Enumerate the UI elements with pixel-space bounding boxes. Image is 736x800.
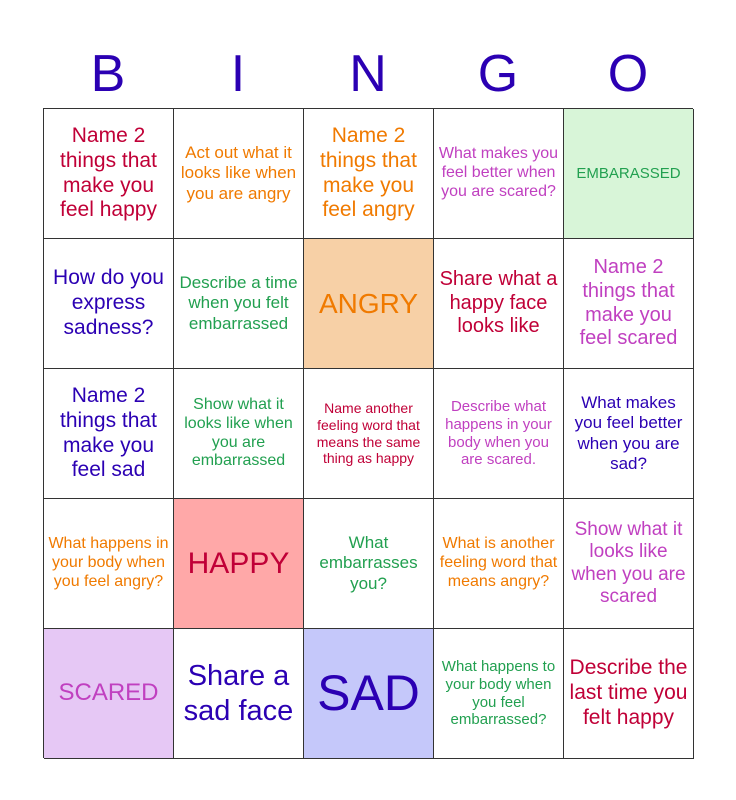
- bingo-cell[interactable]: [564, 629, 694, 759]
- bingo-cell-text: EMBARASSED: [576, 164, 681, 182]
- bingo-cell-text: Describe the last time you felt happy: [569, 656, 688, 729]
- bingo-cell-text: ANGRY: [318, 287, 419, 319]
- bingo-cell[interactable]: [304, 499, 434, 629]
- bingo-board: [43, 108, 693, 758]
- bingo-cell-text: What makes you feel better when you are sad?: [574, 393, 683, 473]
- bingo-cell[interactable]: [44, 629, 174, 759]
- bingo-cell-text: HAPPY: [187, 546, 290, 580]
- header-letter-g: G: [477, 45, 519, 103]
- bingo-cell-text: SAD: [317, 665, 420, 721]
- bingo-cell-text: Act out what it looks like when you are angry: [180, 143, 297, 203]
- bingo-cell[interactable]: [434, 629, 564, 759]
- bingo-cell[interactable]: [564, 369, 694, 499]
- bingo-cell-text: Show what it looks like when you are embarrassed: [184, 395, 293, 470]
- bingo-cell-text: Name 2 things that make you feel sad: [60, 383, 157, 482]
- bingo-cell[interactable]: [564, 239, 694, 369]
- bingo-cell[interactable]: [174, 499, 304, 629]
- bingo-cell-text: What is another feeling word that means angry?: [439, 535, 558, 590]
- header-letter-n: N: [349, 45, 387, 103]
- bingo-cell-text: What happens to your body when you feel embarrassed?: [441, 658, 556, 729]
- bingo-cell[interactable]: [304, 629, 434, 759]
- bingo-cell[interactable]: [44, 239, 174, 369]
- bingo-cell-text: Describe what happens in your body when you are scared.: [445, 398, 552, 469]
- bingo-cell-text: What makes you feel better when you are scared?: [438, 145, 559, 200]
- bingo-cell[interactable]: [434, 369, 564, 499]
- bingo-cell[interactable]: [44, 369, 174, 499]
- bingo-cell[interactable]: [174, 369, 304, 499]
- bingo-cell-text: Show what it looks like when you are scared: [571, 518, 686, 607]
- bingo-cell-text: How do you express sadness?: [53, 266, 164, 339]
- bingo-cell[interactable]: [434, 499, 564, 629]
- bingo-cell-text: Describe a time when you felt embarrassed: [179, 273, 298, 333]
- header-letter-b: B: [90, 45, 126, 103]
- bingo-cell[interactable]: [174, 239, 304, 369]
- bingo-cell-text: Share a sad face: [183, 660, 294, 727]
- bingo-cell-text: Name another feeling word that means the same thing as happy: [316, 400, 421, 467]
- header-letter-o: O: [607, 45, 649, 103]
- bingo-cell[interactable]: [174, 109, 304, 239]
- bingo-cell[interactable]: [434, 239, 564, 369]
- bingo-cell[interactable]: [564, 109, 694, 239]
- bingo-cell-text: What embarrasses you?: [319, 533, 418, 593]
- bingo-cell-text: Share what a happy face looks like: [439, 268, 558, 338]
- header-letter-i: I: [230, 45, 246, 103]
- bingo-cell-text: Name 2 things that make you feel scared: [579, 256, 678, 350]
- bingo-cell[interactable]: [304, 369, 434, 499]
- bingo-cell-text: Name 2 things that make you feel happy: [60, 123, 157, 222]
- bingo-cell-text: SCARED: [58, 679, 159, 707]
- bingo-header: [43, 40, 693, 108]
- bingo-cell[interactable]: [434, 109, 564, 239]
- bingo-cell[interactable]: [44, 499, 174, 629]
- bingo-cell-text: Name 2 things that make you feel angry: [320, 123, 417, 222]
- bingo-cell[interactable]: [174, 629, 304, 759]
- bingo-cell[interactable]: [304, 109, 434, 239]
- bingo-cell[interactable]: [44, 109, 174, 239]
- bingo-cell[interactable]: [564, 499, 694, 629]
- bingo-cell[interactable]: [304, 239, 434, 369]
- bingo-cell-text: What happens in your body when you feel angry?: [48, 535, 169, 590]
